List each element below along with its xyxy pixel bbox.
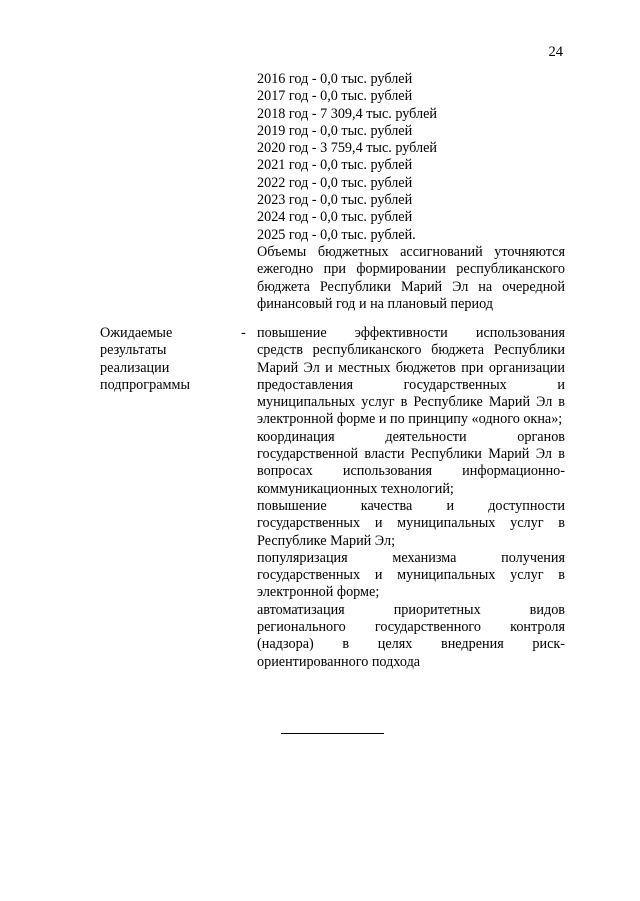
- page-number: 24: [548, 44, 563, 60]
- result-item: координация деятельности органов государственной власти Республики Марий Эл в вопросах использования информационно-коммуникационных технологий;: [257, 428, 565, 497]
- budget-line-2024: 2024 год - 0,0 тыс. рублей: [257, 209, 413, 226]
- budget-line-2021: 2021 год - 0,0 тыс. рублей: [257, 157, 413, 174]
- result-item: популяризация механизма получения государственных и муниципальных услуг в электронной форме;: [257, 549, 565, 601]
- budget-line-2025: 2025 год - 0,0 тыс. рублей.: [257, 226, 416, 243]
- budget-line-2020: 2020 год - 3 759,4 тыс. рублей: [257, 140, 437, 157]
- result-item: повышение качества и доступности государственных и муниципальных услуг в Республике Марий Эл;: [257, 497, 565, 549]
- budget-note: Объемы бюджетных ассигнований уточняются ежегодно при формировании республиканского бюджета Республики Марий Эл на очередной финансовый год и на плановый период: [257, 243, 565, 312]
- budget-line-2019: 2019 год - 0,0 тыс. рублей: [257, 122, 413, 139]
- result-item: автоматизация приоритетных видов регионального государственного контроля (надзора) в целях внедрения риск-ориентированного подхода: [257, 601, 565, 670]
- expected-results-label: Ожидаемые результаты реализации подпрограммы: [100, 325, 190, 393]
- budget-line-2023: 2023 год - 0,0 тыс. рублей: [257, 192, 413, 209]
- budget-line-2016: 2016 год - 0,0 тыс. рублей: [257, 71, 413, 87]
- budget-line-2022: 2022 год - 0,0 тыс. рублей: [257, 174, 413, 191]
- budget-block: [257, 71, 565, 313]
- budget-line-2017: 2017 год - 0,0 тыс. рублей: [257, 88, 413, 105]
- budget-line-2018: 2018 год - 7 309,4 тыс. рублей: [257, 105, 437, 122]
- expected-results-list: [257, 325, 565, 671]
- section-dash: -: [241, 325, 246, 341]
- result-item: повышение эффективности использования средств республиканского бюджета Республики Марий Эл и местных бюджетов при организации предоставления государственных и муниципальных услуг в Республике Марий Эл в электронной форме и по принципу «одного окна»;: [257, 325, 565, 428]
- end-rule-divider: [281, 733, 384, 734]
